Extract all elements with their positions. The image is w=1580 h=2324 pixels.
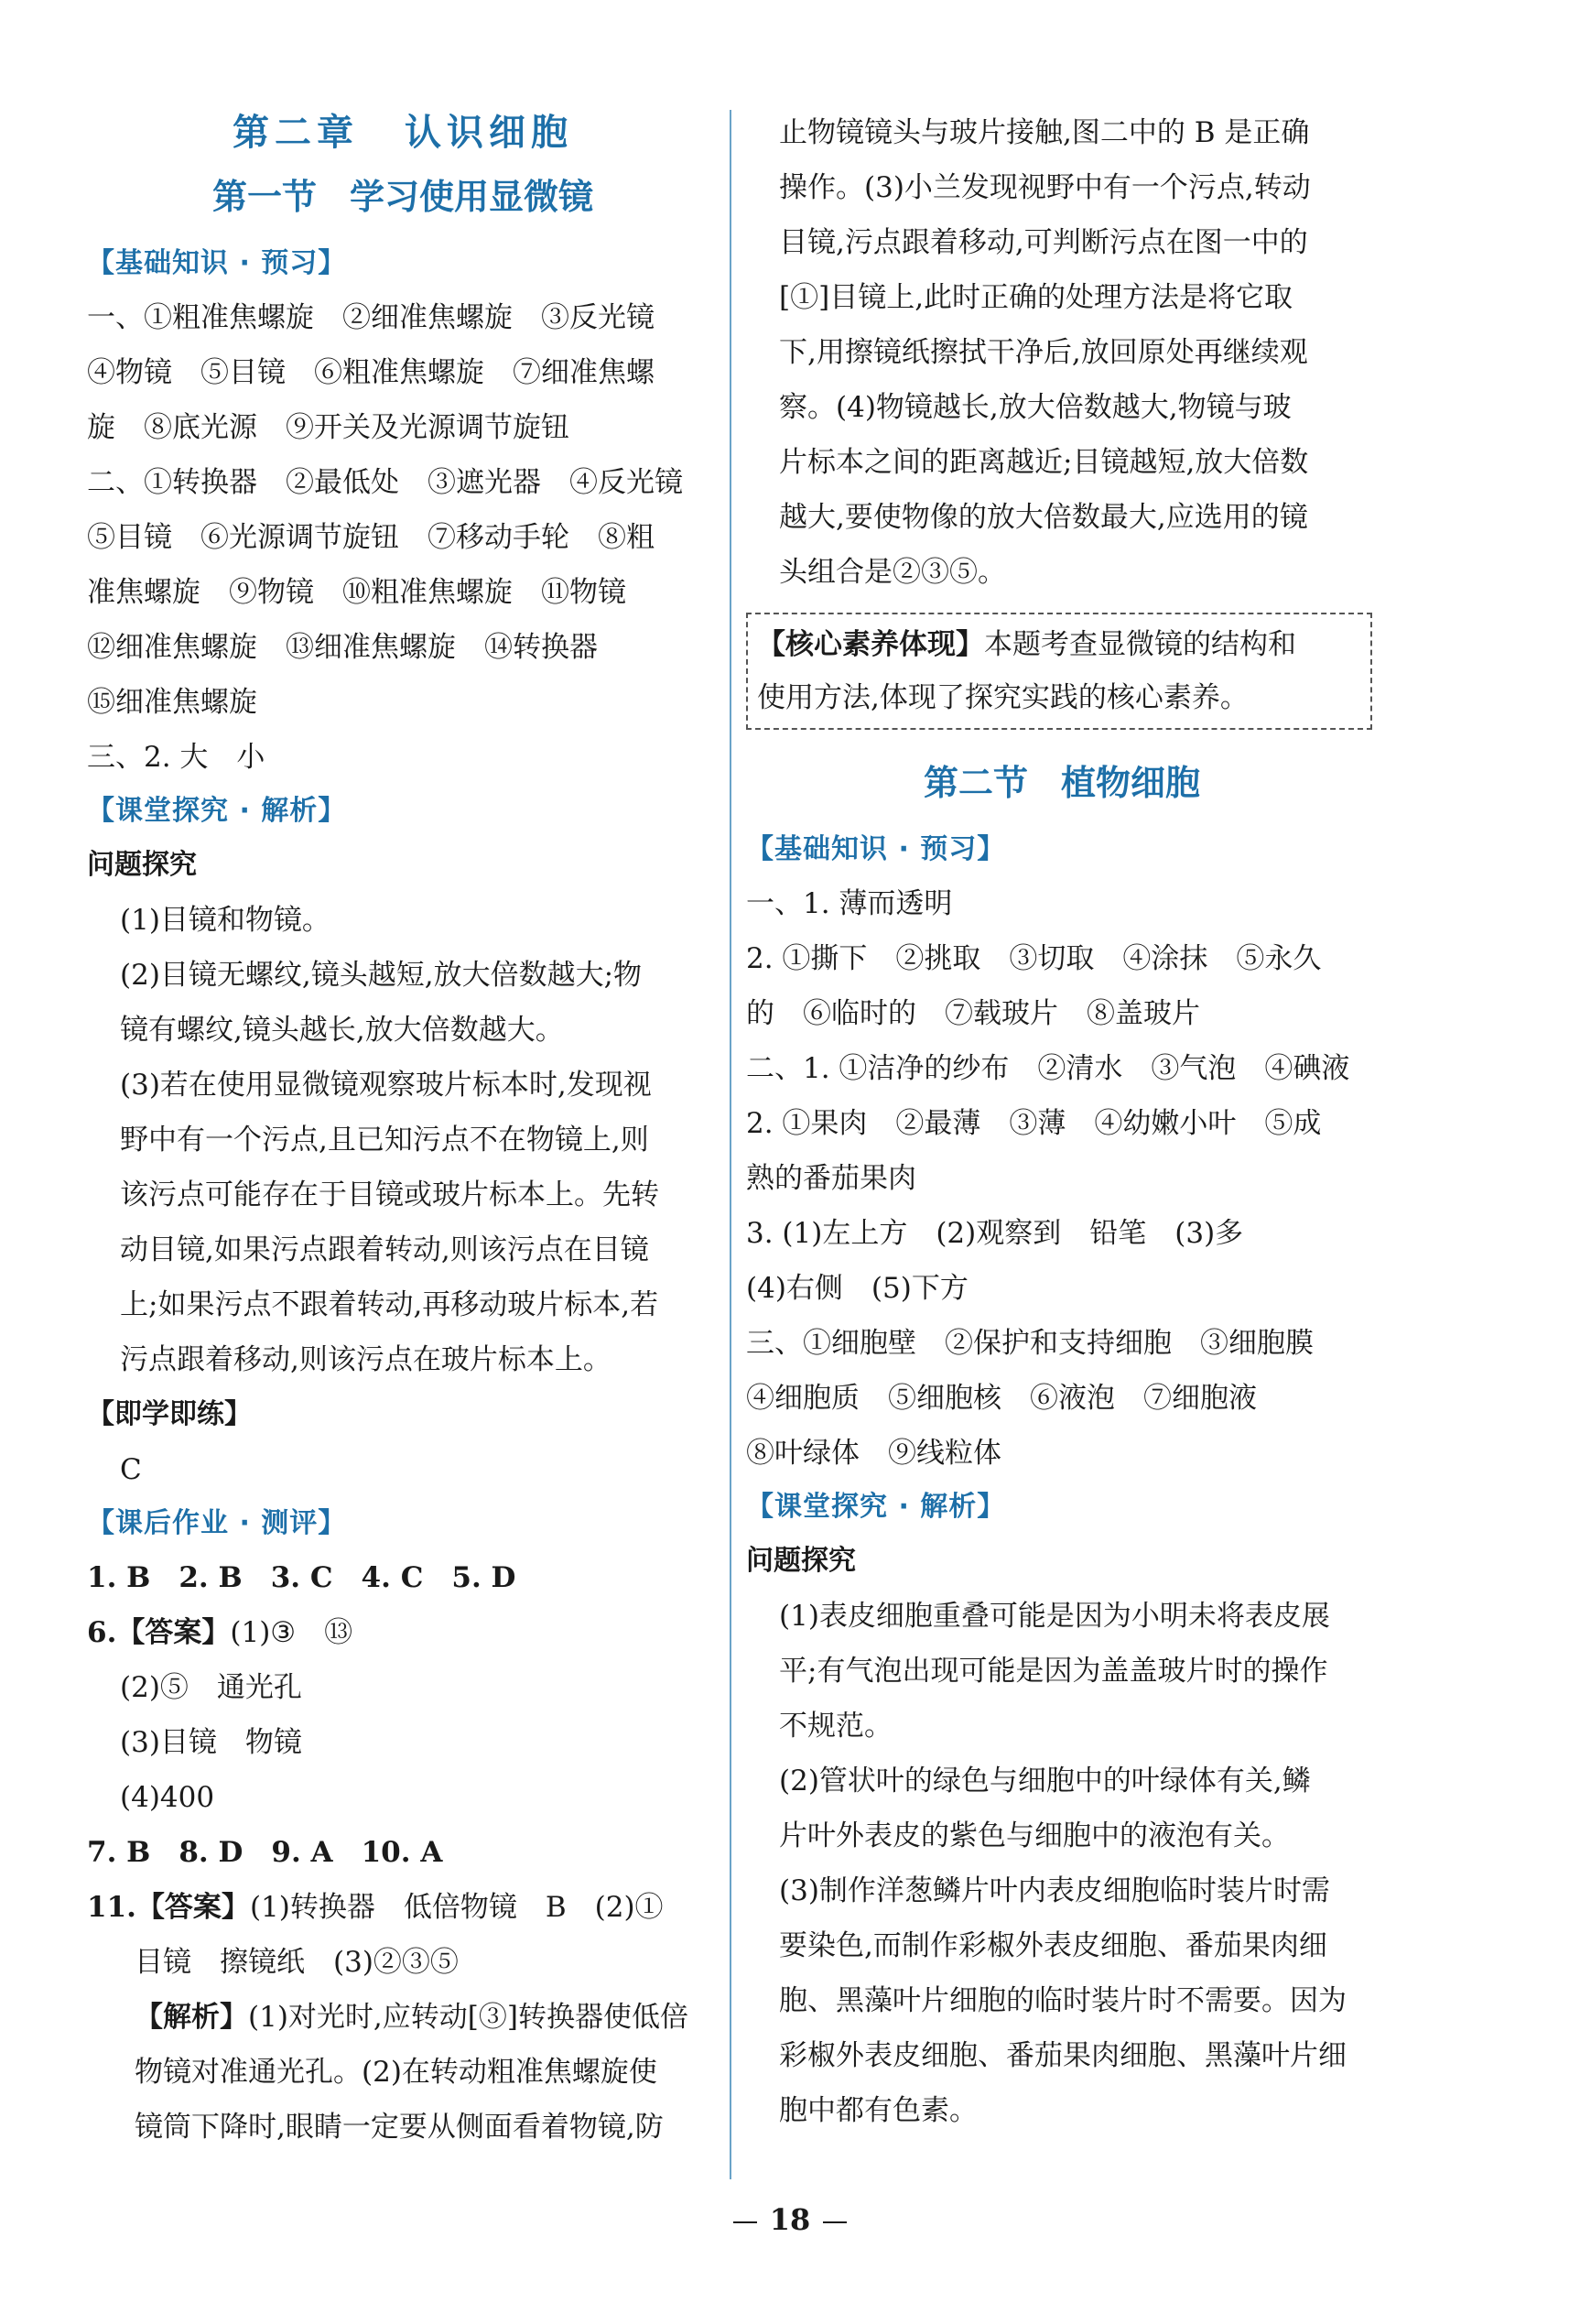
analysis-line: 物镜对准通光孔。(2)在转动粗准焦螺旋使 (135, 2056, 657, 2089)
tag-classroom-inquiry: 【课堂探究 · 解析】 (746, 1491, 1006, 1523)
basic-line: 一、1. 薄而透明 (746, 887, 953, 920)
question-6-answer: (4)400 (120, 1781, 215, 1814)
problem-line: 胞中都有色素。 (779, 2094, 978, 2127)
basic-line: ④物镜 ⑤目镜 ⑥粗准焦螺旋 ⑦细准焦螺 (87, 356, 655, 389)
question-11-answer: 目镜 擦镜纸 (3)②③⑤ (135, 1946, 459, 1979)
problem-line: 镜有螺纹,镜头越长,放大倍数越大。 (120, 1014, 564, 1047)
problem-line: 污点跟着移动,则该污点在玻片标本上。 (120, 1343, 611, 1376)
basic-line: ⑫细准焦螺旋 ⑬细准焦螺旋 ⑭转换器 (87, 631, 598, 664)
basic-line: 准焦螺旋 ⑨物镜 ⑩粗准焦螺旋 ⑪物镜 (87, 576, 626, 609)
problem-line: 片叶外表皮的紫色与细胞中的液泡有关。 (779, 1819, 1290, 1852)
analysis-mark: 【解析】 (135, 2001, 248, 2034)
problem-line: (2)管状叶的绿色与细胞中的叶绿体有关,鳞 (779, 1765, 1311, 1797)
analysis-continued-line: [①]目镜上,此时正确的处理方法是将它取 (779, 281, 1293, 314)
question-11-number: 11. (87, 1891, 136, 1924)
problem-line: 要染色,而制作彩椒外表皮细胞、番茄果肉细 (779, 1929, 1327, 1962)
right-column (746, 105, 1378, 2138)
problem-line: (2)目镜无螺纹,镜头越短,放大倍数越大;物 (120, 959, 643, 992)
tag-homework: 【课后作业 · 测评】 (87, 1507, 347, 1539)
analysis-continued-line: 片标本之间的距离越近;目镜越短,放大倍数 (779, 446, 1309, 479)
analysis-text: (1)对光时,应转动[③]转换器使低倍 (248, 2001, 688, 2034)
core-literacy-label: 【核心素养体现】 (757, 628, 984, 661)
basic-line: ⑤目镜 ⑥光源调节旋钮 ⑦移动手轮 ⑧粗 (87, 521, 655, 554)
basic-line: 熟的番茄果肉 (746, 1162, 916, 1195)
basic-line: 二、①转换器 ②最低处 ③遮光器 ④反光镜 (87, 466, 683, 499)
analysis-continued-line: 目镜,污点跟着移动,可判断污点在图一中的 (779, 226, 1308, 259)
analysis-continued-line: 头组合是②③⑤。 (779, 556, 1006, 589)
problem-line: 动目镜,如果污点跟着转动,则该污点在目镜 (120, 1233, 649, 1266)
section-1-title (87, 168, 719, 226)
question-11-answer: (1)转换器 低倍物镜 B (2)① (249, 1891, 664, 1924)
core-literacy-box (746, 613, 1372, 730)
analysis-line (87, 1990, 719, 2045)
section-2-name: 植物细胞 (1061, 762, 1201, 803)
dash-left (733, 2221, 757, 2223)
tag-basic-knowledge: 【基础知识 · 预习】 (746, 833, 1006, 865)
homework-answers-2: 7. B 8. D 9. A 10. A (87, 1836, 443, 1869)
problem-line: 胞、黑藻叶片细胞的临时装片时不需要。因为 (779, 1984, 1347, 2017)
page-number-value: 18 (769, 2202, 811, 2237)
question-6-answer-mark: 【答案】 (116, 1616, 231, 1649)
core-literacy-line: 使用方法,体现了探究实践的核心素养。 (757, 681, 1249, 714)
analysis-continued-line: 操作。(3)小兰发现视野中有一个污点,转动 (779, 171, 1311, 204)
question-11-line (87, 1880, 719, 1935)
question-6-number: 6. (87, 1616, 117, 1649)
problem-line: 不规范。 (779, 1710, 893, 1743)
problem-line: 该污点可能存在于目镜或玻片标本上。先转 (120, 1178, 659, 1211)
chapter-number: 第二章 (233, 111, 359, 154)
practice-heading: 【即学即练】 (87, 1398, 252, 1430)
problem-inquiry-heading: 问题探究 (746, 1545, 856, 1577)
problem-inquiry-heading: 问题探究 (87, 849, 197, 881)
section-1-number: 第一节 (211, 176, 317, 217)
problem-line: (3)制作洋葱鳞片叶内表皮细胞临时装片时需 (779, 1874, 1330, 1907)
basic-line: ⑮细准焦螺旋 (87, 686, 257, 719)
section-2-title (746, 754, 1378, 812)
page-number (0, 2202, 1580, 2237)
problem-line: 上;如果污点不跟着转动,再移动玻片标本,若 (120, 1288, 659, 1321)
tag-classroom-inquiry: 【课堂探究 · 解析】 (87, 795, 347, 827)
core-literacy-line (757, 618, 1361, 671)
dash-right (823, 2221, 847, 2223)
chapter-name: 认识细胞 (405, 111, 573, 154)
question-6-answer: (3)目镜 物镜 (120, 1726, 302, 1759)
column-divider (730, 110, 731, 2179)
analysis-continued-line: 下,用擦镜纸擦拭干净后,放回原处再继续观 (779, 336, 1308, 369)
analysis-continued-line: 越大,要使物像的放大倍数最大,应选用的镜 (779, 501, 1308, 534)
section-2-number: 第二节 (923, 762, 1028, 803)
basic-line: 的 ⑥临时的 ⑦载玻片 ⑧盖玻片 (746, 997, 1200, 1030)
basic-line: 三、2. 大 小 (87, 741, 265, 774)
question-11-answer-mark: 【答案】 (135, 1891, 250, 1924)
problem-line: 平;有气泡出现可能是因为盖盖玻片时的操作 (779, 1655, 1328, 1688)
analysis-line: 镜筒下降时,眼睛一定要从侧面看着物镜,防 (135, 2111, 664, 2144)
basic-line: 二、1. ①洁净的纱布 ②清水 ③气泡 ④碘液 (746, 1052, 1350, 1085)
basic-line: 旋 ⑧底光源 ⑨开关及光源调节旋钮 (87, 411, 569, 444)
chapter-title (87, 105, 719, 160)
question-6-answer: (1)③ ⑬ (230, 1616, 353, 1649)
homework-answers-1: 1. B 2. B 3. C 4. C 5. D (87, 1561, 516, 1594)
analysis-continued-line: 察。(4)物镜越长,放大倍数越大,物镜与玻 (779, 391, 1292, 424)
core-literacy-text: 本题考查显微镜的结构和 (984, 628, 1296, 661)
basic-line: (4)右侧 (5)下方 (746, 1272, 969, 1305)
question-6-answer: (2)⑤ 通光孔 (120, 1671, 302, 1704)
tag-basic-knowledge: 【基础知识 · 预习】 (87, 247, 347, 279)
problem-line: (1)目镜和物镜。 (120, 904, 330, 937)
left-column (87, 105, 719, 2155)
practice-answer: C (120, 1453, 142, 1486)
basic-line: 3. (1)左上方 (2)观察到 铅笔 (3)多 (746, 1217, 1244, 1250)
problem-line: (3)若在使用显微镜观察玻片标本时,发现视 (120, 1069, 652, 1102)
section-1-name: 学习使用显微镜 (350, 176, 594, 217)
problem-line: 野中有一个污点,且已知污点不在物镜上,则 (120, 1124, 649, 1157)
basic-line: ④细胞质 ⑤细胞核 ⑥液泡 ⑦细胞液 (746, 1382, 1257, 1415)
basic-line: 2. ①果肉 ②最薄 ③薄 ④幼嫩小叶 ⑤成 (746, 1107, 1322, 1140)
basic-line: 三、①细胞壁 ②保护和支持细胞 ③细胞膜 (746, 1327, 1314, 1360)
problem-line: (1)表皮细胞重叠可能是因为小明未将表皮展 (779, 1600, 1330, 1633)
basic-line: 一、①粗准焦螺旋 ②细准焦螺旋 ③反光镜 (87, 301, 655, 334)
question-6-line (87, 1605, 719, 1660)
basic-line: ⑧叶绿体 ⑨线粒体 (746, 1437, 1001, 1470)
analysis-continued-line: 止物镜镜头与玻片接触,图二中的 B 是正确 (779, 116, 1310, 149)
basic-line: 2. ①撕下 ②挑取 ③切取 ④涂抹 ⑤永久 (746, 942, 1322, 975)
problem-line: 彩椒外表皮细胞、番茄果肉细胞、黑藻叶片细 (779, 2039, 1347, 2072)
